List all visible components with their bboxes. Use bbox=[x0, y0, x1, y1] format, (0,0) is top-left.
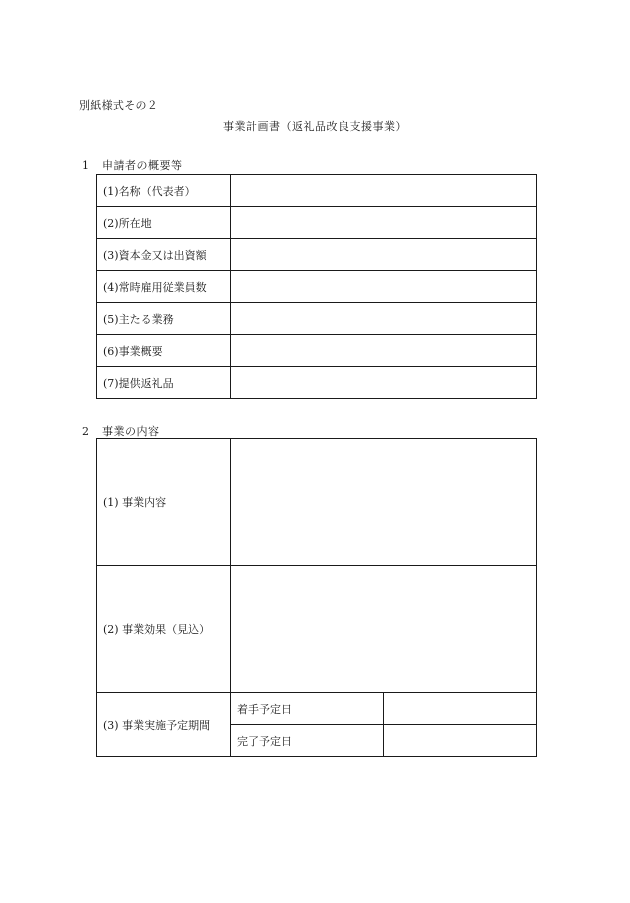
table-row bbox=[97, 439, 537, 566]
row-value-main-business[interactable] bbox=[231, 303, 537, 335]
period-label: (3) 事業実施予定期間 bbox=[97, 693, 231, 757]
section2-heading bbox=[82, 423, 160, 439]
section2-title: 事業の内容 bbox=[102, 425, 160, 438]
row-label-capital: (3)資本金又は出資額 bbox=[97, 239, 231, 271]
end-date-label: 完了予定日 bbox=[231, 725, 384, 757]
table-row bbox=[97, 175, 537, 207]
table-row bbox=[97, 693, 537, 725]
table-row bbox=[97, 335, 537, 367]
section1-heading bbox=[82, 157, 183, 173]
row-value-address[interactable] bbox=[231, 207, 537, 239]
row-value-employees[interactable] bbox=[231, 271, 537, 303]
start-date-label: 着手予定日 bbox=[231, 693, 384, 725]
row-label-employees: (4)常時雇用従業員数 bbox=[97, 271, 231, 303]
content-label: (1) 事業内容 bbox=[97, 439, 231, 566]
document-title: 事業計画書（返礼品改良支援事業） bbox=[223, 120, 407, 133]
section1-title: 申請者の概要等 bbox=[102, 159, 183, 172]
table-row bbox=[97, 207, 537, 239]
table-row bbox=[97, 239, 537, 271]
row-label-name: (1)名称（代表者） bbox=[97, 175, 231, 207]
row-label-address: (2)所在地 bbox=[97, 207, 231, 239]
form-label: 別紙様式その２ bbox=[79, 99, 159, 112]
effect-value[interactable] bbox=[231, 566, 537, 693]
row-label-business-overview: (6)事業概要 bbox=[97, 335, 231, 367]
row-value-business-overview[interactable] bbox=[231, 335, 537, 367]
row-value-return-gift[interactable] bbox=[231, 367, 537, 399]
applicant-overview-table bbox=[96, 174, 537, 399]
section1-number: 1 bbox=[82, 159, 90, 172]
table-row bbox=[97, 367, 537, 399]
effect-label: (2) 事業効果（見込） bbox=[97, 566, 231, 693]
business-content-table bbox=[96, 438, 537, 757]
table-row bbox=[97, 566, 537, 693]
end-date-value[interactable] bbox=[384, 725, 537, 757]
row-label-return-gift: (7)提供返礼品 bbox=[97, 367, 231, 399]
row-value-capital[interactable] bbox=[231, 239, 537, 271]
table-row bbox=[97, 303, 537, 335]
start-date-value[interactable] bbox=[384, 693, 537, 725]
row-value-name[interactable] bbox=[231, 175, 537, 207]
table-row bbox=[97, 271, 537, 303]
section2-number: 2 bbox=[82, 425, 90, 438]
content-value[interactable] bbox=[231, 439, 537, 566]
row-label-main-business: (5)主たる業務 bbox=[97, 303, 231, 335]
